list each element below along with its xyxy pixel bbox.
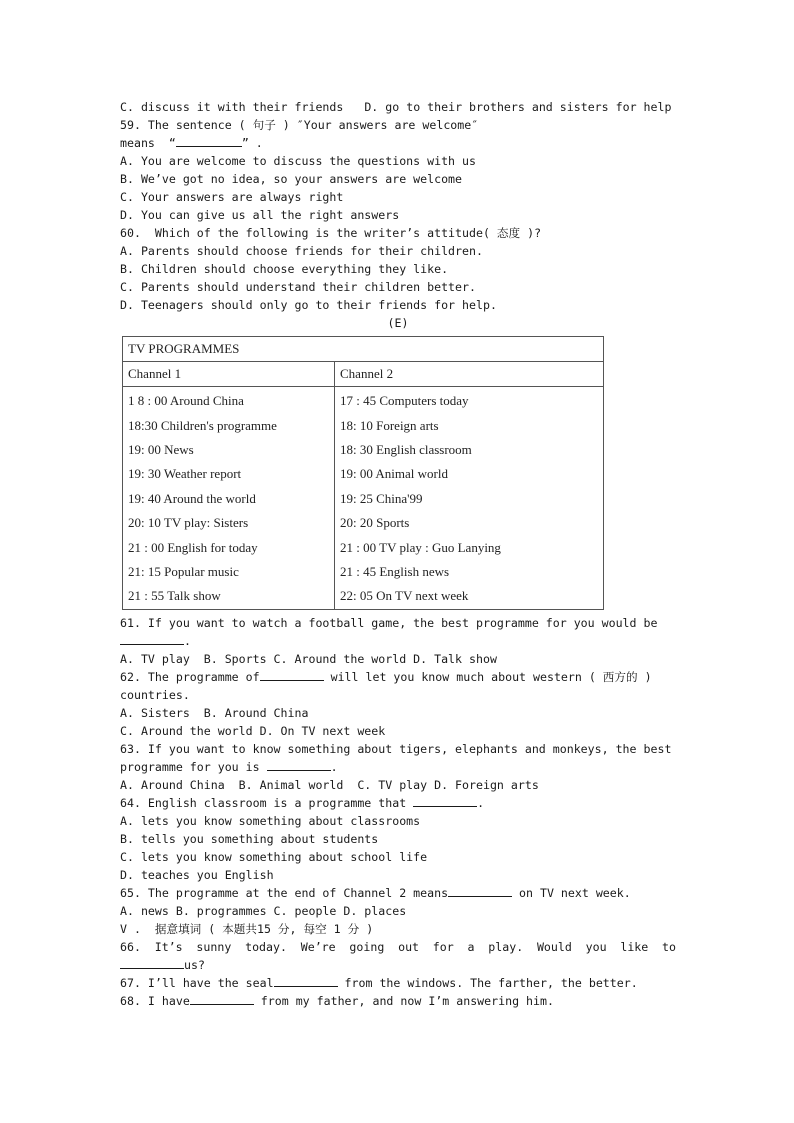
q68-answer-blank[interactable] (190, 992, 254, 1005)
q60-option-c: C. Parents should understand their children better. (120, 280, 476, 294)
q58-options (120, 98, 676, 116)
q60-option-d: D. Teenagers should only go to their friends for help. (120, 298, 497, 312)
q68-stem-suffix: from my father, and now I’m answering him. (253, 993, 554, 1008)
table-row (123, 413, 604, 437)
q60-option-a: A. Parents should choose friends for their children. (120, 244, 483, 258)
channel-1-programme: 19: 00 News (123, 438, 335, 462)
q59-stem-prefix: means “ (120, 136, 176, 150)
q66-stem-line2 (120, 956, 676, 974)
q67-stem-suffix: from the windows. The farther, the better. (337, 975, 638, 990)
channel-1-programme: 18:30 Children's programme (123, 413, 335, 437)
q59-option-a: A. You are welcome to discuss the questions with us (120, 154, 476, 168)
q64-stem-prefix: 64. English classroom is a programme that (120, 795, 414, 810)
section-v-heading: V . 据意填词 ( 本题共15 分, 每空 1 分 ) (120, 921, 374, 936)
channel-2-programme: 18: 30 English classroom (340, 441, 472, 457)
q62-stem-line2: countries. (120, 687, 190, 702)
channel-1-programme: 21 : 55 Talk show (123, 584, 335, 609)
q65-stem (120, 884, 676, 902)
q62-stem-prefix: 62. The programme of (120, 669, 260, 684)
q59-stem-suffix: ” . (241, 136, 263, 150)
q66-answer-blank[interactable] (120, 956, 184, 969)
channel-1-programme: 19: 30 Weather report (123, 462, 335, 486)
q64-option-c: C. lets you know something about school life (120, 849, 428, 864)
tv-programmes-table (122, 336, 604, 610)
q65-stem-suffix: on TV next week. (512, 885, 631, 900)
q61-answer-blank[interactable] (120, 632, 184, 645)
q64-stem-suffix: . (477, 795, 485, 810)
channel-1-programme: 21 : 00 English for today (123, 535, 335, 559)
q63-answer-blank[interactable] (267, 758, 331, 771)
q62-stem-suffix: will let you know much about western ( 西方的 ) (323, 669, 652, 684)
q60-stem: 60. Which of the following is the writer’s attitude( 态度 )? (120, 226, 542, 240)
q63-stem-prefix: programme for you is (120, 759, 267, 774)
q68-stem-prefix: 68. I have (120, 993, 190, 1008)
q59-stem: 59. The sentence ( 句子 ) ″Your answers are welcome″ (120, 118, 479, 132)
channel-1-programme: 20: 10 TV play: Sisters (123, 511, 335, 535)
table-row (123, 560, 604, 584)
q59-option-c: C. Your answers are always right (120, 190, 344, 204)
channel-1-programme: 1 8 : 00 Around China (123, 387, 335, 414)
q62-stem (120, 668, 676, 686)
q66-stem-suffix: us? (184, 957, 205, 972)
q64-option-a: A. lets you know something about classrooms (120, 813, 421, 828)
q59-option-d: D. You can give us all the right answers (120, 208, 400, 222)
q59-answer-blank[interactable] (176, 134, 242, 147)
channel-1-programme: 19: 40 Around the world (123, 487, 335, 511)
channel-2-programme: 19: 00 Animal world (340, 466, 448, 482)
q61-stem-end: . (184, 633, 191, 648)
channel-2-programme: 17 : 45 Computers today (340, 393, 469, 409)
channel-2-programme: 19: 25 China'99 (340, 490, 423, 506)
table-title: TV PROGRAMMES (123, 337, 604, 362)
channel-2-header: Channel 2 (335, 362, 604, 387)
q63-stem-line2 (120, 758, 676, 776)
q63-stem: 63. If you want to know something about tigers, elephants and monkeys, the best (120, 741, 672, 756)
channel-2-programme: 22: 05 On TV next week (340, 588, 469, 604)
table-row (123, 584, 604, 609)
q64-stem (120, 794, 676, 812)
table-row (123, 487, 604, 511)
channel-1-header: Channel 1 (123, 362, 335, 387)
q65-stem-prefix: 65. The programme at the end of Channel 2 means (120, 885, 449, 900)
table-row (123, 462, 604, 486)
q62-options-cd: C. Around the world D. On TV next week (120, 723, 386, 738)
channel-2-programme: 20: 20 Sports (340, 515, 410, 531)
q59-option-b: B. We’ve got no idea, so your answers are welcome (120, 172, 463, 186)
channel-2-programme: 21 : 00 TV play : Guo Lanying (340, 539, 501, 555)
q63-options: A. Around China B. Animal world C. TV play D. Foreign arts (120, 777, 539, 792)
q67-answer-blank[interactable] (274, 974, 338, 987)
q65-answer-blank[interactable] (448, 884, 512, 897)
q67-stem (120, 974, 676, 992)
q64-answer-blank[interactable] (413, 794, 477, 807)
q66-stem: 66. It’s sunny today. We’re going out for a play. Would you like to (120, 939, 676, 954)
exam-page (120, 98, 676, 1010)
q59-stem-line2 (120, 134, 676, 152)
q64-option-b: B. tells you something about students (120, 831, 379, 846)
q61-options: A. TV play B. Sports C. Around the world D. Talk show (120, 651, 497, 666)
q65-options: A. news B. programmes C. people D. places (120, 903, 407, 918)
q64-option-d: D. teaches you English (120, 867, 274, 882)
q67-stem-prefix: 67. I’ll have the seal (120, 975, 274, 990)
channel-1-programme: 21: 15 Popular music (123, 560, 335, 584)
channel-2-programme: 21 : 45 English news (340, 563, 450, 579)
table-row (123, 387, 604, 414)
q58-option-d: D. go to their brothers and sisters for help (364, 100, 672, 114)
q68-stem (120, 992, 676, 1010)
channel-2-programme: 18: 10 Foreign arts (340, 417, 439, 433)
q58-option-c: C. discuss it with their friends (120, 100, 344, 114)
table-row (123, 438, 604, 462)
q63-stem-suffix: . (330, 759, 338, 774)
table-row (123, 535, 604, 559)
q62-options-ab: A. Sisters B. Around China (120, 705, 309, 720)
q60-option-b: B. Children should choose everything they like. (120, 262, 449, 276)
q61-stem-line2 (120, 632, 676, 650)
section-e-label: (E) (387, 316, 409, 330)
q61-stem: 61. If you want to watch a football game, the best programme for you would be (120, 615, 658, 630)
q62-answer-blank[interactable] (260, 668, 324, 681)
table-row (123, 511, 604, 535)
